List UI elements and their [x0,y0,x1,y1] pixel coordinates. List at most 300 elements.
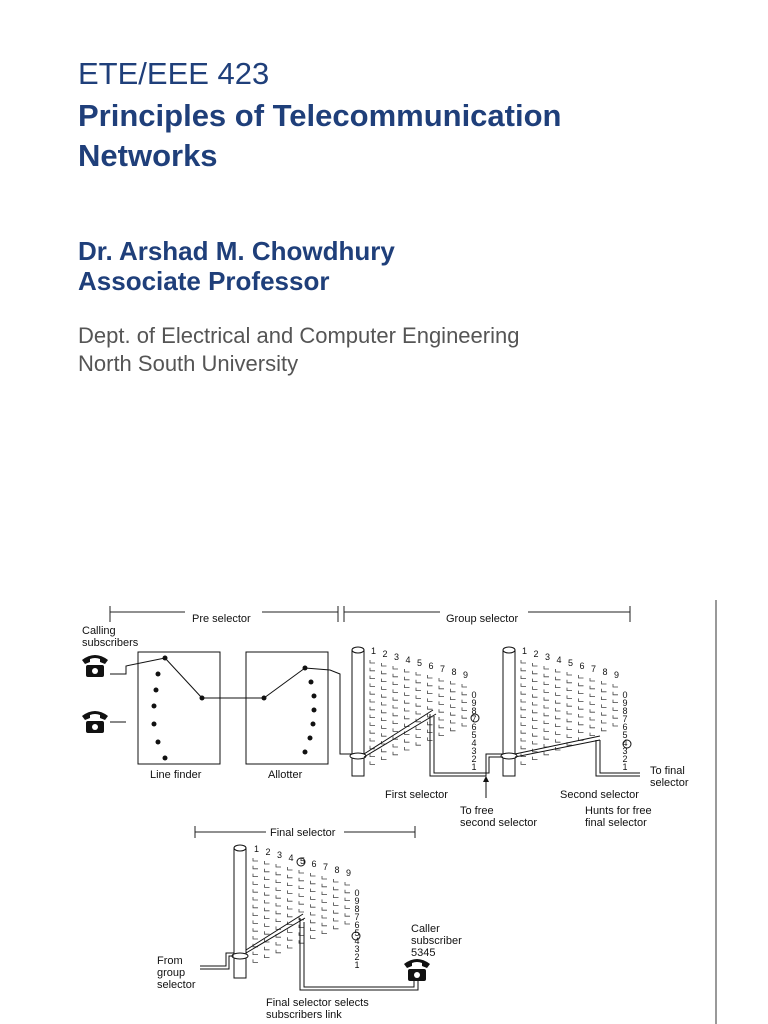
bank-contact [382,702,387,705]
bank-contact [393,713,398,716]
bank-row-label: 8 [622,706,628,716]
bank-column-label: 8 [451,667,457,677]
bank-contact [265,877,270,880]
bank-contact [311,920,316,923]
bank-contact [590,694,595,697]
bank-column-label: 3 [545,652,551,662]
bank-row-label: 5 [471,730,477,740]
bank-contact [556,677,561,680]
second-selector-label: Second selector [560,789,639,801]
first-selector-label: First selector [385,789,448,801]
bank-contact [311,904,316,907]
bank-contact [544,736,549,739]
bank-contact [416,711,421,714]
bank-contact [382,671,387,674]
caller-label-3: 5345 [411,947,436,959]
bank-contact [288,883,293,886]
bank-contact [393,689,398,692]
bank-contact [556,700,561,703]
bank-contact [416,727,421,730]
author-block [78,236,395,296]
bank-contact [533,671,538,674]
course-code: ETE/EEE 423 [78,56,270,91]
telephone-icon [404,959,430,981]
bank-contact [345,921,350,924]
bank-contact [579,706,584,709]
line-finder-contacts [152,656,168,761]
bank-contact [521,722,526,725]
bank-contact [299,870,304,873]
bank-contact [579,722,584,725]
bank-contact [602,728,607,731]
bank-contact [579,698,584,701]
bank-contact [567,711,572,714]
bank-contact [276,887,281,890]
author-name: Dr. Arshad M. Chowdhury [78,236,395,266]
bank-contact [405,716,410,719]
bank-contact [416,695,421,698]
bank-row-label: 7 [622,714,628,724]
bank-contact [556,716,561,719]
bank-contact [382,710,387,713]
bank-contact [521,699,526,702]
from-group-label-1: From [157,955,183,967]
caller-label-2: subscriber [411,935,462,947]
bank-contact [405,677,410,680]
bank-contact [521,707,526,710]
bank-row-label: 8 [354,904,360,914]
bank-contact [253,936,258,939]
bank-row-label: 3 [622,746,628,756]
bank-contact [556,731,561,734]
bank-contact [405,685,410,688]
bank-row-label: 4 [471,738,477,748]
bank-contact [556,739,561,742]
bank-contact [613,715,618,718]
bank-column-label: 4 [288,853,294,863]
bank-contact [521,691,526,694]
bank-contact [544,713,549,716]
bank-contact [253,928,258,931]
bank-contact [253,905,258,908]
bank-contact [567,719,572,722]
bank-contact [253,874,258,877]
bank-contact [405,669,410,672]
bank-contact [322,892,327,895]
bank-column-label: 6 [579,661,585,671]
bank-contact [579,675,584,678]
bank-contact [521,715,526,718]
bank-contact [311,912,316,915]
bank-contact [311,873,316,876]
bank-contact [322,884,327,887]
bank-contact [439,701,444,704]
bank-contact [334,910,339,913]
bank-row-label: 8 [471,706,477,716]
author-position: Associate Professor [78,266,330,296]
bank-contact [299,901,304,904]
bank-contact [567,734,572,737]
bank-contact [311,881,316,884]
affiliation-block [78,322,519,378]
bank-contact [322,907,327,910]
bank-contact [276,903,281,906]
bank-contact [405,747,410,750]
hunts-label-2: final selector [585,817,647,829]
bank-row-label: 7 [471,714,477,724]
bank-contact [299,886,304,889]
final-selector-label: Final selector [270,827,336,839]
bank-contact [393,728,398,731]
bank-contact [544,674,549,677]
bank-column-label: 9 [614,670,620,680]
bank-contact [544,666,549,669]
bank-contact [276,880,281,883]
bank-contact [288,937,293,940]
bank-contact [590,686,595,689]
from-group-label-3: selector [157,979,196,991]
to-final-label-2: selector [650,777,689,789]
bank-contact [382,718,387,721]
bank-contact [393,682,398,685]
bank-row-label: 5 [354,928,360,938]
bank-contact [299,909,304,912]
bank-contact [613,700,618,703]
bank-row-label: 2 [354,952,360,962]
bank-contact [334,918,339,921]
bank-row-label: 6 [354,920,360,930]
bank-column-label: 2 [265,847,271,857]
bank-contact [370,722,375,725]
bank-column-label: 5 [300,856,306,866]
bank-contact [253,858,258,861]
bank-contact [299,878,304,881]
bank-contact [370,707,375,710]
bank-contact [382,757,387,760]
bank-contact [590,717,595,720]
bank-column-label: 6 [311,859,317,869]
bank-contact [405,708,410,711]
bank-contact [439,678,444,681]
bank-contact [544,721,549,724]
bank-contact [311,928,316,931]
bank-contact [602,704,607,707]
bank-column-label: 4 [405,655,411,665]
bank-contact [567,688,572,691]
caller-label-1: Caller [411,923,440,935]
telephone-icon [82,711,108,733]
bank-contact [590,678,595,681]
bank-contact [405,692,410,695]
bank-contact [602,689,607,692]
bank-contact [322,899,327,902]
bank-contact [533,718,538,721]
bank-contact [613,707,618,710]
first-selector-shaft [350,647,366,776]
bank-contact [544,728,549,731]
bank-contact [613,684,618,687]
course-title-line1: Principles of Telecommunication [78,98,562,133]
bank-contact [439,733,444,736]
bank-contact [405,739,410,742]
bank-contact [322,915,327,918]
bank-column-label: 3 [277,850,283,860]
bank-contact [276,942,281,945]
final-selector-bank [253,844,360,970]
bank-column-label: 1 [371,646,377,656]
bank-contact [533,686,538,689]
bank-contact [462,692,467,695]
bank-column-label: 4 [556,655,562,665]
bank-row-label: 0 [622,690,628,700]
bank-contact [370,676,375,679]
bank-contact [544,682,549,685]
bank-contact [521,668,526,671]
bank-contact [311,935,316,938]
bank-column-label: 6 [428,661,434,671]
bank-contact [428,691,433,694]
bank-contact [579,714,584,717]
bank-contact [345,882,350,885]
bank-contact [602,712,607,715]
bank-contact [288,929,293,932]
bank-contact [613,723,618,726]
bank-contact [451,704,456,707]
bank-contact [393,721,398,724]
course-title-line2: Networks [78,138,218,173]
bank-contact [253,952,258,955]
bank-contact [276,895,281,898]
bank-contact [556,708,561,711]
bank-column-label: 5 [568,658,574,668]
bank-contact [299,893,304,896]
bank-contact [439,709,444,712]
bank-contact [416,734,421,737]
line-finder-box [138,652,220,764]
bank-contact [451,720,456,723]
bank-contact [533,702,538,705]
from-group-label-2: group [157,967,186,979]
bank-contact [253,913,258,916]
bank-contact [382,663,387,666]
course-title [78,96,738,176]
bank-contact [253,866,258,869]
hunts-label-1: Hunts for free [585,805,652,817]
bank-row-label: 2 [622,754,628,764]
bank-contact [253,920,258,923]
bank-contact [288,945,293,948]
bank-contact [533,757,538,760]
bank-contact [393,697,398,700]
bank-column-label: 5 [417,658,423,668]
bank-contact [462,700,467,703]
bank-row-label: 1 [354,960,360,970]
calling-label-2: subscribers [82,637,139,649]
bank-column-label: 1 [522,646,528,656]
bank-contact [334,887,339,890]
bank-contact [462,684,467,687]
bank-contact [451,689,456,692]
bank-contact [288,867,293,870]
bank-contact [370,699,375,702]
bank-contact [451,697,456,700]
bank-contact [521,660,526,663]
bank-contact [265,900,270,903]
bank-contact [370,761,375,764]
bank-contact [370,715,375,718]
bank-row-label: 6 [471,722,477,732]
bank-column-label: 8 [334,865,340,875]
bank-contact [370,730,375,733]
bank-contact [393,752,398,755]
bank-contact [590,709,595,712]
bank-column-label: 7 [591,664,597,674]
bank-contact [428,706,433,709]
bank-contact [428,698,433,701]
final-selects-label-1: Final selector selects [266,997,369,1009]
bank-contact [265,892,270,895]
bank-contact [334,926,339,929]
bank-contact [265,916,270,919]
bank-row-label: 9 [471,698,477,708]
bank-contact [439,694,444,697]
bank-row-label: 0 [354,888,360,898]
bank-row-label: 9 [622,698,628,708]
bank-contact [556,724,561,727]
bank-contact [556,685,561,688]
bank-contact [370,683,375,686]
bank-contact [322,931,327,934]
bank-column-label: 3 [394,652,400,662]
bank-contact [405,700,410,703]
bank-contact [265,931,270,934]
bank-contact [439,725,444,728]
bank-contact [451,728,456,731]
bank-contact [382,694,387,697]
bank-row-label: 6 [622,722,628,732]
bank-contact [265,923,270,926]
bank-contact [533,663,538,666]
bank-contact [276,872,281,875]
bank-contact [265,908,270,911]
bank-contact [382,679,387,682]
bank-contact [533,694,538,697]
bank-contact [416,742,421,745]
bank-contact [602,720,607,723]
bank-contact [579,683,584,686]
step-by-step-switch-diagram [0,590,768,1024]
bank-contact [602,681,607,684]
bank-contact [533,710,538,713]
pre-selector-label: Pre selector [192,613,251,625]
bank-contact [533,741,538,744]
bank-row-label: 3 [471,746,477,756]
bank-contact [451,712,456,715]
bank-contact [590,701,595,704]
bank-contact [428,683,433,686]
bank-contact [544,689,549,692]
allotter-contacts [303,666,317,755]
bank-contact [567,695,572,698]
bank-column-label: 8 [602,667,608,677]
bank-contact [288,898,293,901]
telephone-icon [82,655,108,677]
bank-contact [370,738,375,741]
bank-contact [521,683,526,686]
bank-contact [382,733,387,736]
first-selector-bank [370,646,477,772]
to-final-label-1: To final [650,765,685,777]
final-selector-shaft [232,845,248,978]
bank-contact [439,686,444,689]
bank-contact [567,727,572,730]
bank-contact [253,889,258,892]
bank-row-label: 5 [622,730,628,740]
calling-label-1: Calling [82,625,116,637]
bank-contact [265,861,270,864]
bank-column-label: 7 [440,664,446,674]
bank-contact [393,674,398,677]
bank-contact [345,905,350,908]
bank-contact [533,733,538,736]
bank-contact [533,679,538,682]
bank-contact [556,692,561,695]
bank-contact [288,914,293,917]
bank-contact [567,703,572,706]
bank-contact [521,676,526,679]
final-selects-label-2: subscribers link [266,1009,342,1021]
bank-contact [288,875,293,878]
bank-column-label: 9 [346,868,352,878]
bank-contact [322,876,327,879]
bank-column-label: 9 [463,670,469,680]
bank-contact [613,692,618,695]
bank-contact [462,723,467,726]
bank-contact [370,668,375,671]
bank-contact [345,913,350,916]
bank-contact [276,950,281,953]
bank-row-label: 1 [622,762,628,772]
bank-contact [253,959,258,962]
bank-contact [533,725,538,728]
bank-contact [311,896,316,899]
bank-row-label: 0 [471,690,477,700]
bank-contact [579,691,584,694]
bank-contact [334,902,339,905]
bank-contact [416,672,421,675]
bank-contact [382,686,387,689]
bank-column-label: 7 [323,862,329,872]
bank-contact [345,890,350,893]
bank-contact [590,733,595,736]
to-free-label-1: To free [460,805,494,817]
bank-contact [544,752,549,755]
bank-contact [544,705,549,708]
bank-contact [382,725,387,728]
line-finder-label: Line finder [150,769,202,781]
bank-row-label: 4 [354,936,360,946]
bank-column-label: 2 [382,649,388,659]
bank-contact [439,717,444,720]
bank-contact [602,697,607,700]
bank-column-label: 2 [533,649,539,659]
bank-row-label: 2 [471,754,477,764]
bank-contact [462,715,467,718]
bank-contact [416,703,421,706]
bank-contact [288,890,293,893]
bank-contact [382,749,387,752]
university: North South University [78,351,299,376]
